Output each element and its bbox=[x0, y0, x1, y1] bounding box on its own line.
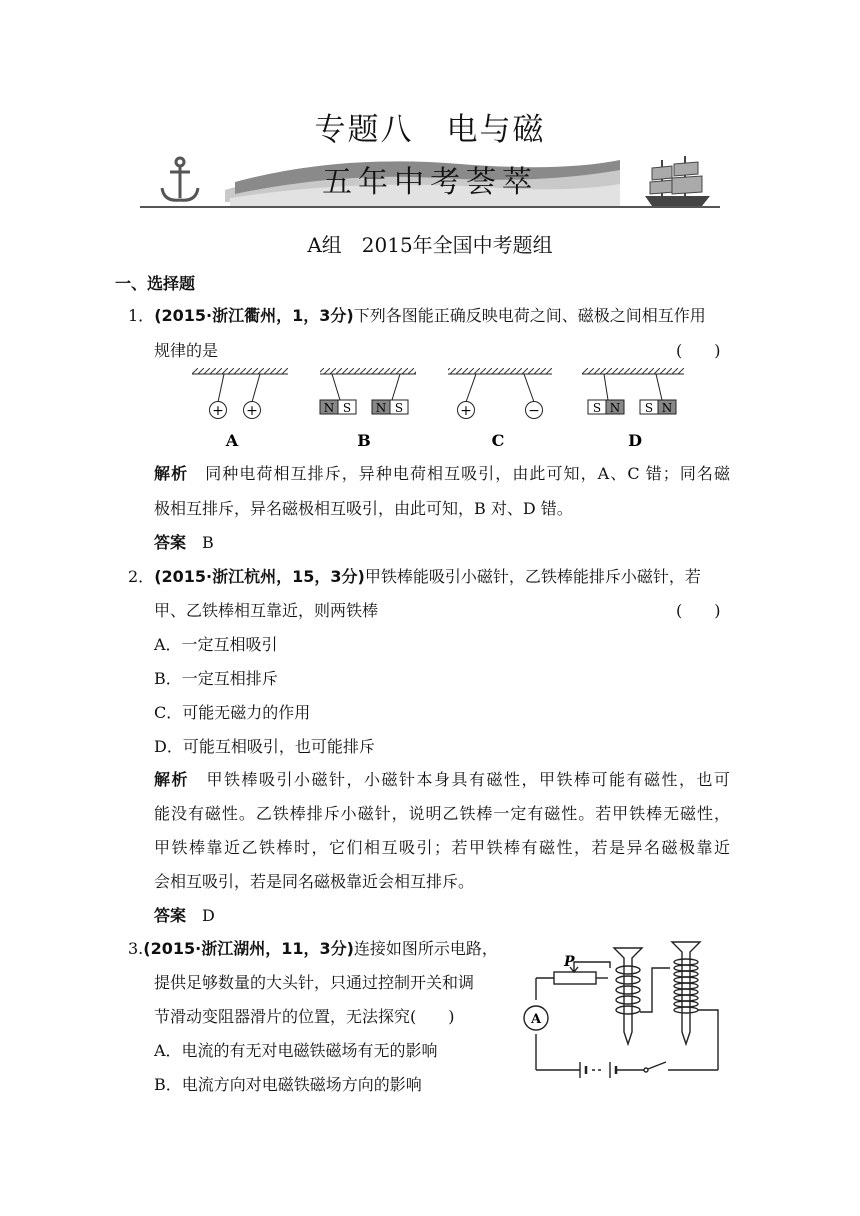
q3-option-a: A．电流的有无对电磁铁磁场有无的影响 bbox=[154, 1041, 438, 1060]
magnet-d2-pole2: N bbox=[661, 401, 673, 415]
q2-line2: 甲、乙铁棒相互靠近，则两铁棒 bbox=[154, 601, 379, 620]
q3-text1: 连接如图所示电路， bbox=[353, 939, 498, 958]
magnet-b1-pole2: S bbox=[342, 401, 352, 415]
slider-label: P bbox=[564, 954, 575, 970]
magnet-b2-pole1: N bbox=[375, 401, 387, 415]
q1-figure bbox=[180, 362, 700, 452]
magnet-d1-pole1: S bbox=[592, 401, 602, 415]
q3-line2: 提供足够数量的大头针，只通过控制开关和调 bbox=[154, 973, 475, 992]
ammeter-label: A bbox=[530, 1012, 542, 1027]
banner bbox=[140, 150, 720, 212]
q1-answer-label: 答案 bbox=[154, 533, 187, 552]
q2-option-a: A．一定互相吸引 bbox=[154, 635, 278, 654]
q1-number: 1． bbox=[128, 306, 155, 325]
q2-analysis-text1: 甲铁棒吸引小磁针，小磁针本身具有磁性，甲铁棒可能有磁性，也可 bbox=[206, 770, 730, 789]
q1-analysis-text1: 同种电荷相互排斥，异种电荷相互吸引，由此可知，A、C 错；同名磁 bbox=[205, 464, 730, 483]
q2-paren: ( ) bbox=[676, 601, 721, 620]
charge-a1: + bbox=[212, 403, 224, 419]
figure-d-label: D bbox=[628, 431, 642, 450]
q1-analysis-label: 解析 bbox=[154, 464, 189, 483]
q2-analysis-label: 解析 bbox=[154, 770, 189, 789]
q1-paren: ( ) bbox=[676, 341, 721, 360]
anchor-icon bbox=[162, 158, 198, 200]
figure-a bbox=[192, 368, 288, 450]
group-title: A组 2015年全国中考题组 bbox=[307, 233, 553, 257]
q3-circuit-figure bbox=[518, 938, 734, 1086]
figure-b-label: B bbox=[357, 431, 371, 450]
q2-option-c: C．可能无磁力的作用 bbox=[154, 703, 311, 722]
figure-c-label: C bbox=[491, 431, 505, 450]
q1-analysis-line1 bbox=[154, 461, 730, 484]
q3-source: (2015·浙江湖州，11，3分) bbox=[143, 939, 354, 958]
figure-a-label: A bbox=[225, 431, 239, 450]
charge-c1: + bbox=[460, 403, 472, 419]
q1-answer-value: B bbox=[202, 533, 214, 552]
q1-answer bbox=[154, 530, 214, 553]
q1-source: (2015·浙江衢州，1，3分) bbox=[154, 306, 354, 325]
q2-text1: 甲铁棒能吸引小磁针，乙铁棒能排斥小磁针，若 bbox=[364, 567, 701, 586]
banner-text: 五年中考荟萃 bbox=[322, 165, 538, 200]
q1-line2: 规律的是 bbox=[154, 341, 219, 360]
q3-line3: 节滑动变阻器滑片的位置，无法探究( ) bbox=[154, 1007, 455, 1026]
charge-a2: + bbox=[246, 403, 258, 419]
figure-c bbox=[448, 368, 552, 450]
section-title: 一、选择题 bbox=[115, 274, 196, 293]
q2-source: (2015·浙江杭州，15，3分) bbox=[154, 567, 365, 586]
ship-icon bbox=[645, 156, 710, 206]
q3-line1 bbox=[128, 936, 498, 959]
q1-analysis-line2: 极相互排斥，异名磁极相互吸引，由此可知，B 对、D 错。 bbox=[154, 499, 573, 518]
q1-line1 bbox=[128, 303, 706, 326]
q2-answer-label: 答案 bbox=[154, 906, 187, 925]
q2-analysis-line2: 能没有磁性。乙铁棒排斥小磁针，说明乙铁棒一定有磁性。若甲铁棒无磁性， bbox=[154, 804, 730, 823]
rheostat bbox=[554, 972, 596, 984]
q3-number: 3. bbox=[128, 939, 144, 958]
figure-b bbox=[320, 368, 416, 450]
q2-answer-value: D bbox=[202, 906, 215, 925]
magnet-b1-pole1: N bbox=[323, 401, 335, 415]
q3-option-b: B．电流方向对电磁铁磁场方向的影响 bbox=[154, 1075, 422, 1094]
q2-line1 bbox=[128, 564, 701, 587]
q2-option-d: D．可能互相吸引，也可能排斥 bbox=[154, 737, 375, 756]
q1-text1: 下列各图能正确反映电荷之间、磁极之间相互作用 bbox=[353, 306, 706, 325]
q2-number: 2． bbox=[128, 567, 155, 586]
q2-option-b: B．一定互相排斥 bbox=[154, 669, 278, 688]
charge-c2: − bbox=[528, 403, 540, 419]
magnet-b2-pole2: S bbox=[394, 401, 404, 415]
q2-answer bbox=[154, 903, 215, 926]
q2-analysis-line1 bbox=[154, 767, 730, 790]
magnet-d1-pole2: N bbox=[609, 401, 621, 415]
page-title: 专题八 电与磁 bbox=[314, 112, 546, 148]
figure-d bbox=[582, 368, 684, 450]
q2-analysis-line3: 甲铁棒靠近乙铁棒时，它们相互吸引；若甲铁棒有磁性，若是异名磁极靠近 bbox=[154, 838, 730, 857]
q2-analysis-line4: 会相互吸引，若是同名磁极靠近会相互排斥。 bbox=[154, 872, 475, 891]
magnet-d2-pole1: S bbox=[644, 401, 654, 415]
